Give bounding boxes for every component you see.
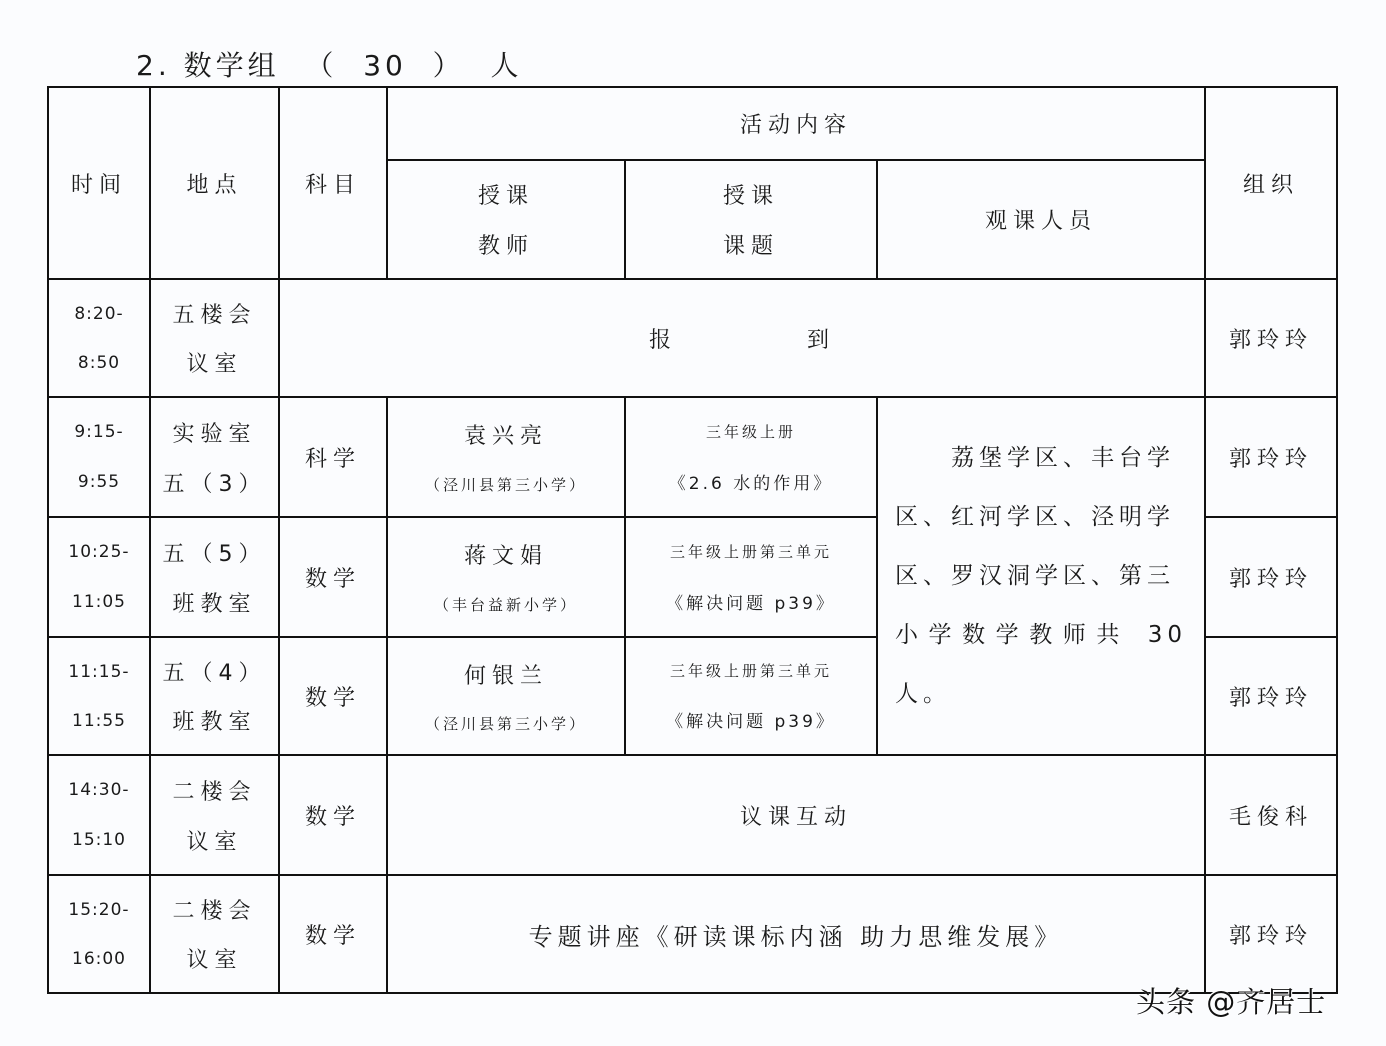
row-4-time [48,755,150,875]
location-line1: 五（4） [162,661,267,686]
location-line1: 五（5） [162,541,267,567]
teacher-name: 袁兴亮 [463,424,548,449]
row-1-teacher [387,397,625,517]
time-end: 16:00 [72,948,126,969]
topic-line2: 《解决问题 p39》 [666,712,836,732]
organizer-name: 郭玲玲 [1228,327,1313,353]
header-subject-label: 科目 [304,172,361,198]
row-3-teacher [387,637,625,755]
grid-line [1205,636,1338,638]
header-subject [279,87,387,279]
row-3-topic [625,637,877,755]
grid-line [278,86,280,994]
location-line1: 五楼会 [172,303,257,328]
time-end: 11:55 [72,710,126,731]
header-teacher [387,160,625,279]
row-3-subject [279,637,387,755]
row-2-subject [279,517,387,637]
row-1-time [48,397,150,517]
teacher-name: 蒋文娟 [463,544,548,569]
grid-line [48,278,1338,280]
header-topic-line2: 课题 [722,233,779,259]
header-time-label: 时间 [70,172,127,198]
row-2-time [48,517,150,637]
time-end: 8:50 [77,352,121,373]
row-3-organizer [1205,637,1337,755]
header-organizer-label: 组织 [1242,172,1299,198]
subject: 数学 [304,685,361,711]
header-teacher-line2: 教师 [477,233,534,259]
header-topic [625,160,877,279]
organizer-name: 郭玲玲 [1228,685,1313,711]
row-3-time [48,637,150,755]
topic-line1: 三年级上册第三单元 [669,542,832,561]
observers-line2: 区、红河学区、泾明学 [895,503,1175,530]
grid-line [149,86,151,994]
watermark: 头条 @齐居士 [1136,985,1327,1019]
row-3-location [150,637,279,755]
location-line2: 议室 [186,948,243,973]
row-2-organizer [1205,517,1337,637]
grid-line [876,396,878,755]
teacher-school: （泾川县第三小学） [424,476,587,494]
time-start: 9:15- [74,422,124,442]
row-5-organizer [1205,875,1337,993]
row-4-organizer [1205,755,1337,875]
subject: 数学 [304,566,361,592]
row-0-location [150,279,279,397]
grid-line [624,159,626,279]
row-1-location [150,397,279,517]
header-location [150,87,279,279]
grid-line [48,396,1338,398]
merged-activity: 专题讲座《研读课标内涵 助力思维发展》 [528,922,1064,951]
location-line2: 议室 [186,352,243,377]
header-organizer [1205,87,1337,279]
grid-line [876,159,878,279]
row-0-merged [279,279,1205,397]
time-start: 11:15- [68,661,130,682]
row-0-organizer [1205,279,1337,397]
header-location-label: 地点 [186,172,243,198]
grid-line [386,396,388,994]
subject: 数学 [304,923,361,949]
row-1-organizer [1205,397,1337,517]
row-5-time [48,875,150,993]
row-2-topic [625,517,877,637]
topic-line1: 三年级上册 [705,422,796,441]
row-1-subject [279,397,387,517]
topic-line2: 《2.6 水的作用》 [668,473,834,494]
location-line1: 二楼会 [172,779,257,805]
time-end: 11:05 [72,592,126,612]
time-start: 10:25- [68,542,130,562]
grid-line [386,86,388,279]
time-end: 15:10 [72,830,126,850]
observers-line3: 区、罗汉洞学区、第三 [895,562,1175,589]
location-line2: 班教室 [172,591,257,617]
table-border-left [47,86,49,994]
grid-line [48,754,1338,756]
organizer-name: 郭玲玲 [1228,923,1313,949]
location-line2: 班教室 [172,710,257,735]
row-5-subject [279,875,387,993]
grid-line [48,516,877,518]
location-line2: 议室 [186,829,243,855]
topic-line2: 《解决问题 p39》 [666,593,836,614]
grid-line [387,159,1205,161]
merged-activity: 议课互动 [739,804,852,830]
row-4-merged [387,755,1205,875]
row-5-location [150,875,279,993]
row-2-location [150,517,279,637]
header-activity-label: 活动内容 [739,113,852,138]
header-observers-label: 观课人员 [984,209,1097,234]
row-4-location [150,755,279,875]
row-1-topic [625,397,877,517]
row-2-teacher [387,517,625,637]
time-start: 15:20- [68,899,130,920]
teacher-school: （丰台益新小学） [433,596,578,614]
observers-line1: 荔堡学区、丰台学 [951,444,1175,471]
grid-line [624,396,626,755]
teacher-school: （泾川县第三小学） [424,714,587,733]
header-activity [387,87,1205,160]
grid-line [1205,516,1338,518]
header-observers [877,160,1205,279]
table-border-top [48,86,1338,88]
location-line1: 二楼会 [172,899,257,924]
organizer-name: 郭玲玲 [1228,566,1313,592]
grid-line [48,636,877,638]
grid-line [1204,86,1206,994]
topic-line1: 三年级上册第三单元 [669,662,832,680]
row-5-merged [387,875,1205,993]
observers-line4: 小学数学教师共 30 人。 [895,621,1187,707]
observers-cell [877,397,1205,755]
subject: 数学 [304,804,361,830]
subject: 科学 [304,446,361,472]
page-title: 2. 数学组 （ 30 ） 人 [136,49,523,82]
row-4-subject [279,755,387,875]
header-time [48,87,150,279]
organizer-name: 毛俊科 [1228,804,1313,830]
organizer-name: 郭玲玲 [1228,446,1313,472]
teacher-name: 何银兰 [463,663,548,689]
table-border-right [1336,86,1338,994]
location-line2: 五（3） [162,471,267,497]
time-start: 14:30- [68,780,130,800]
row-0-time [48,279,150,397]
header-teacher-line1: 授课 [477,184,534,210]
time-end: 9:55 [77,472,121,492]
grid-line [48,874,1338,876]
time-start: 8:20- [74,303,124,324]
merged-activity: 报 到 [649,327,835,353]
header-topic-line1: 授课 [722,184,779,210]
location-line1: 实验室 [172,421,257,447]
